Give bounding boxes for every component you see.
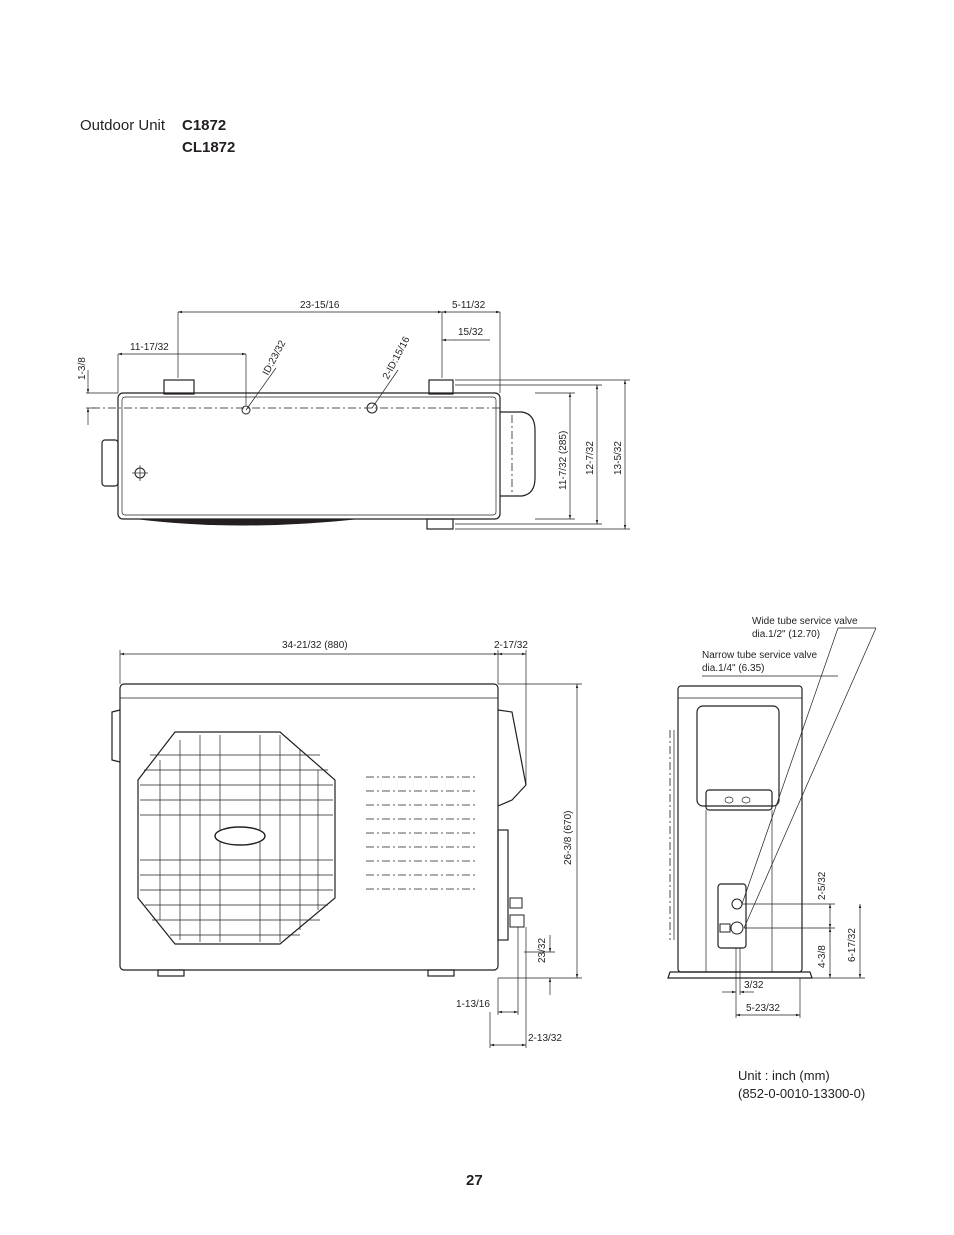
top-bracket-left — [164, 380, 194, 394]
page-number: 27 — [466, 1172, 483, 1189]
top-view-valve-cover — [500, 412, 535, 496]
unit-note — [738, 1067, 865, 1103]
front-foot-left — [158, 970, 184, 976]
dim-depth-1: 11-7/32 (285) — [558, 430, 569, 490]
top-view-left-handle — [102, 440, 118, 486]
front-view — [112, 640, 582, 1048]
part-number: (852-0-0010-13300-0) — [738, 1086, 866, 1101]
unit-line: Unit : inch (mm) — [738, 1068, 830, 1083]
front-foot-right — [428, 970, 454, 976]
dim-side-4: 3/32 — [744, 980, 764, 991]
front-valve-cover — [498, 710, 526, 806]
dim-front-width: 34-21/32 (880) — [282, 640, 348, 651]
dim-left-height: 1-3/8 — [77, 357, 88, 380]
side-bracket — [706, 790, 772, 810]
side-view — [668, 616, 876, 1018]
dim-front-right-ext: 2-17/32 — [494, 640, 528, 651]
front-louvers — [366, 777, 476, 889]
hole-2-label: 2-ID:15/16 — [380, 335, 413, 382]
dim-depth-2: 12-7/32 — [585, 441, 596, 475]
dim-valve-height: 23/32 — [537, 937, 548, 963]
model-c1872: C1872 — [182, 117, 227, 134]
dim-bottom-1: 1-13/16 — [456, 999, 490, 1010]
narrow-valve-label-2: dia.1/4" (6.35) — [702, 663, 765, 674]
wide-valve — [732, 899, 742, 909]
top-view — [77, 300, 630, 529]
narrow-valve-label-1: Narrow tube service valve — [702, 650, 818, 661]
front-valve-2 — [510, 915, 524, 927]
top-bracket-right — [429, 380, 453, 394]
model-cl1872: CL1872 — [182, 139, 236, 156]
dim-depth-3: 13-5/32 — [613, 441, 624, 475]
dim-side-5: 5-23/32 — [746, 1003, 780, 1014]
dim-bottom-2: 2-13/32 — [528, 1033, 562, 1044]
side-top-opening — [697, 706, 779, 806]
brand-logo-plate — [215, 827, 265, 845]
dim-side-1: 2-5/32 — [817, 871, 828, 900]
outdoor-unit-label: Outdoor Unit — [80, 117, 166, 134]
dim-width-main: 23-15/16 — [300, 300, 340, 311]
front-view-body — [120, 684, 498, 970]
front-left-handle — [112, 710, 120, 762]
dim-right-small: 15/32 — [458, 327, 484, 338]
bottom-bracket — [427, 519, 453, 529]
dim-left-offset: 11-17/32 — [130, 342, 169, 353]
wide-valve-label-1: Wide tube service valve — [752, 616, 858, 627]
dim-side-3: 6-17/32 — [847, 928, 858, 962]
front-side-panel — [498, 830, 508, 940]
side-valve-block — [718, 884, 746, 948]
top-view-body — [118, 393, 500, 519]
dim-side-2: 4-3/8 — [817, 945, 828, 968]
front-valve-1 — [510, 898, 522, 908]
top-view-grille-arc — [135, 519, 360, 526]
dim-front-height: 26-3/8 (670) — [563, 810, 574, 865]
wide-valve-label-2: dia.1/2" (12.70) — [752, 629, 821, 640]
narrow-valve — [731, 922, 743, 934]
dim-right-offset: 5-11/32 — [452, 300, 486, 311]
hole-1-label: ID:23/32 — [260, 338, 289, 378]
